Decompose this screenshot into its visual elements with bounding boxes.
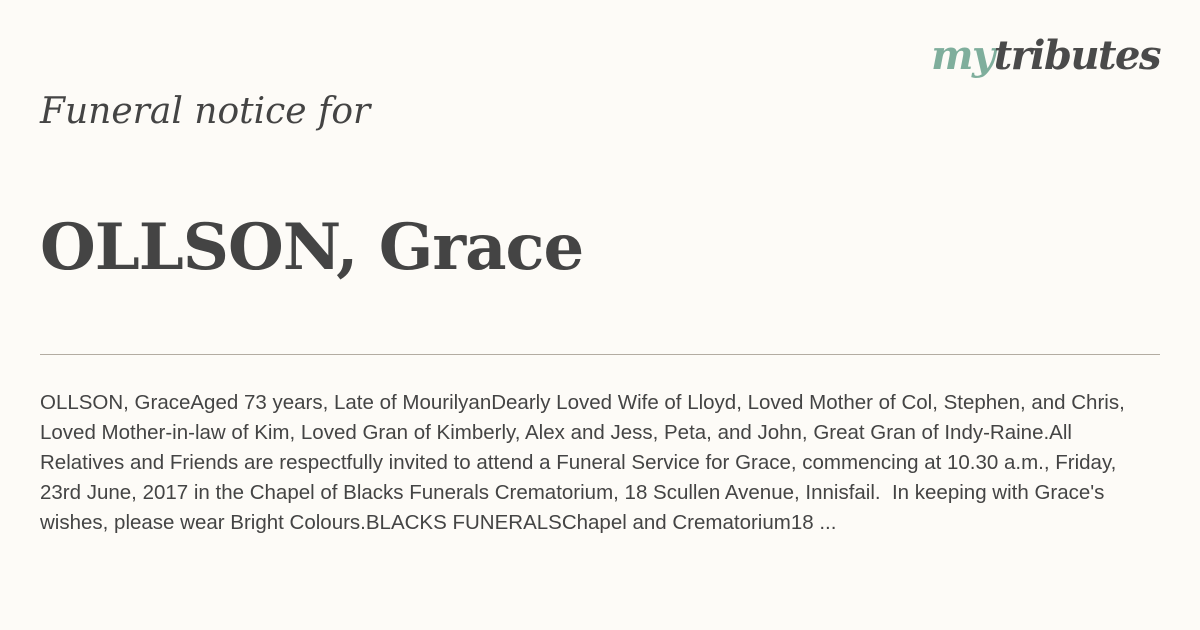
divider — [40, 354, 1160, 355]
notice-body: OLLSON, GraceAged 73 years, Late of MourilyanDearly Loved Wife of Lloyd, Loved Mother of Col, Stephen, and Chris, Loved Mother-in-law of Kim, Loved Gran of Kimberly, Alex and Jess, Peta, and John, Great Gran of Indy-Raine.All Relatives and Friends are respectfully invited to attend a Funeral Service for Grace, commencing at 10.30 a.m., Friday, 23rd June, 2017 in the Chapel of Blacks Funerals Crematorium, 18 Scullen Avenue, Innisfail. In keeping with Grace's wishes, please wear Bright Colours.BLACKS FUNERALSChapel and Crematorium18 ... — [40, 391, 1131, 534]
logo-tributes-text: tributes — [993, 32, 1160, 79]
logo-my-text: my — [931, 32, 994, 79]
notice-label: Funeral notice for — [40, 91, 371, 132]
deceased-name: OLLSON, Grace — [40, 210, 584, 285]
mytributes-logo — [931, 32, 1160, 79]
